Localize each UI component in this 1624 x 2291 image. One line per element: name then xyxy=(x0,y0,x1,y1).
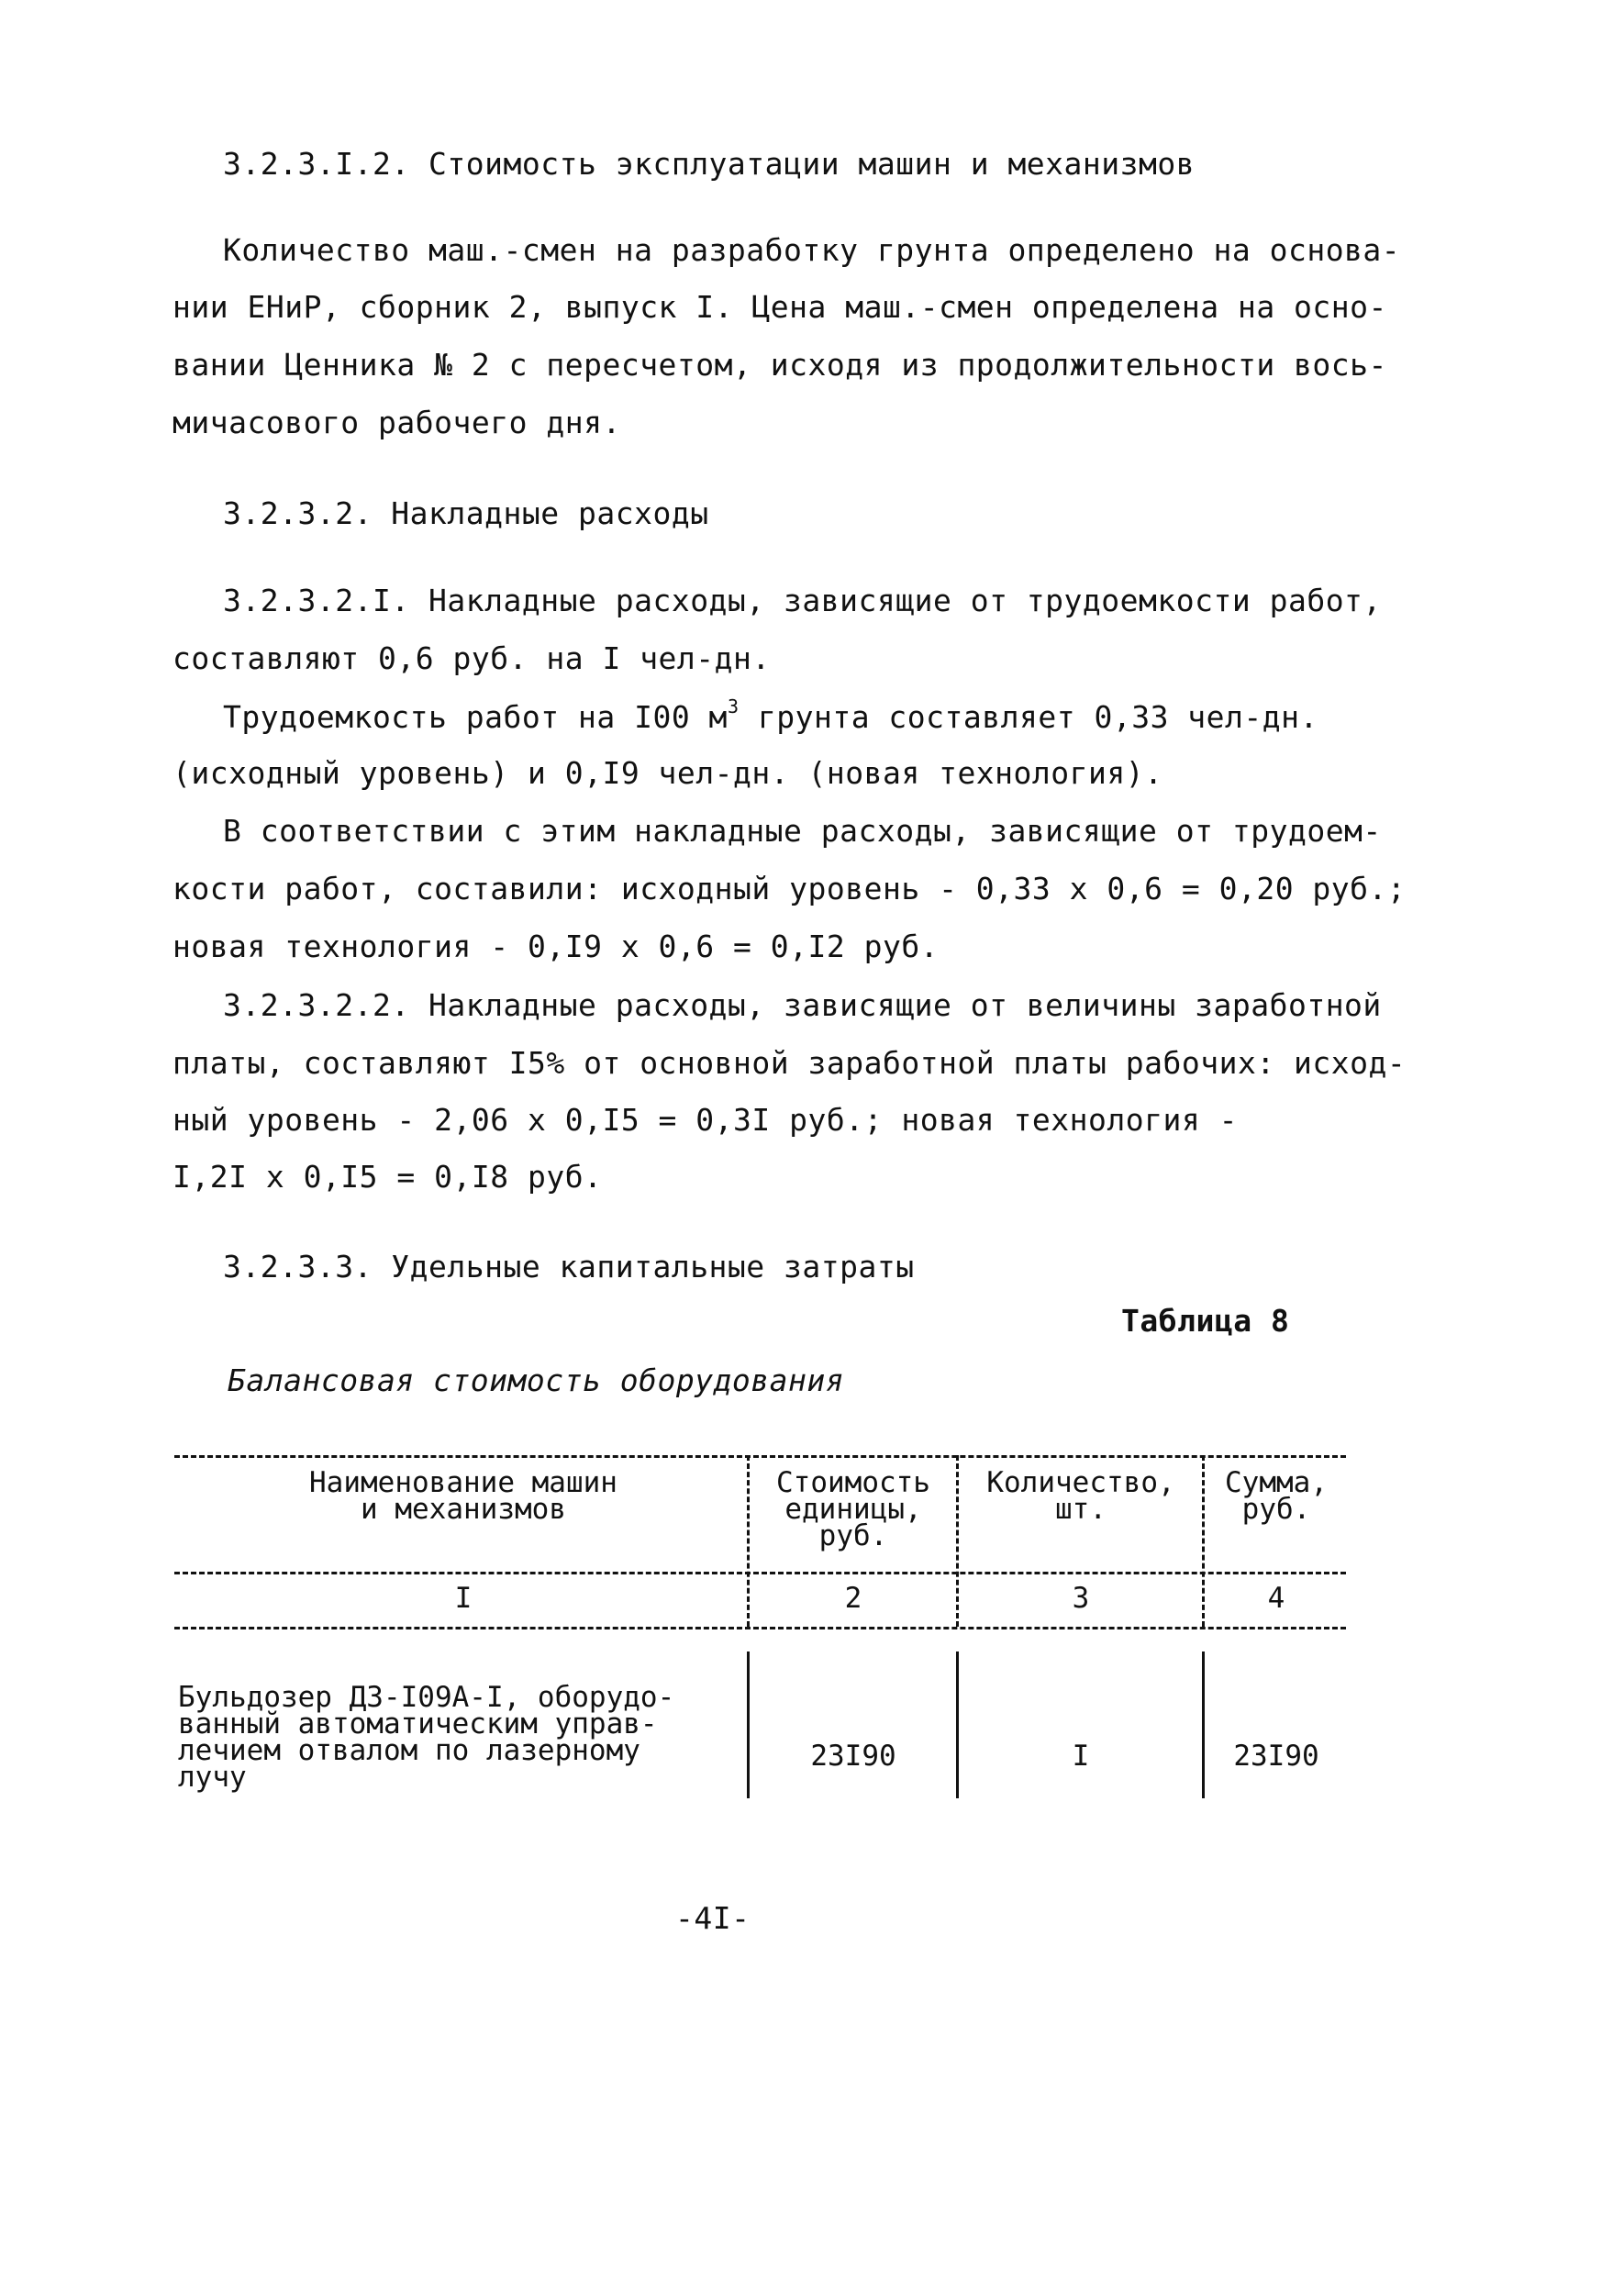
paragraph-line: I,2I х 0,I5 = 0,I8 руб. xyxy=(172,1159,603,1195)
column-number: 2 xyxy=(844,1582,862,1615)
labor-text-before: Трудоемкость работ на I00 м xyxy=(223,699,728,735)
paragraph-line: новая технология - 0,I9 х 0,6 = 0,I2 руб. xyxy=(172,929,940,964)
table-header-rule xyxy=(174,1572,1346,1574)
section-heading-overhead: 3.2.3.2. Накладные расходы xyxy=(223,495,709,531)
table-label: Таблица 8 xyxy=(1121,1303,1290,1339)
column-separator xyxy=(956,1652,959,1798)
table-cell-sum: 23I90 xyxy=(1233,1740,1319,1773)
table-cell-unit-cost: 23I90 xyxy=(810,1740,896,1773)
header-sum: Сумма, руб. xyxy=(1225,1466,1328,1526)
table-cell-quantity: I xyxy=(1072,1740,1090,1773)
table-title: Балансовая стоимость оборудования xyxy=(228,1362,845,1398)
paragraph-line: (исходный уровень) и 0,I9 чел-дн. (новая технология). xyxy=(172,755,1163,791)
paragraph-line: платы, составляют I5% от основной заработной платы рабочих: исход- xyxy=(172,1045,1407,1081)
superscript-3: 3 xyxy=(727,695,740,717)
paragraph-line: кости работ, составили: исходный уровень - 0,33 х 0,6 = 0,20 руб.; xyxy=(172,871,1407,906)
column-separator xyxy=(1202,1652,1205,1798)
section-heading-machines: 3.2.3.I.2. Стоимость эксплуатации машин и механизмов xyxy=(223,146,1196,182)
header-name: Наименование машин и механизмов xyxy=(309,1466,617,1526)
paragraph-line: мичасового рабочего дня. xyxy=(172,405,621,440)
column-separator xyxy=(747,1455,750,1627)
header-quantity: Количество, шт. xyxy=(986,1466,1175,1526)
column-number: I xyxy=(454,1582,473,1615)
paragraph-line: вании Ценника № 2 с пересчетом, исходя из продолжительности вось- xyxy=(172,347,1387,383)
column-separator xyxy=(1202,1455,1205,1627)
table-top-rule xyxy=(174,1455,1346,1458)
section-heading-capital: 3.2.3.3. Удельные капитальные затраты xyxy=(223,1249,915,1285)
page-number: -4I- xyxy=(675,1900,751,1936)
header-unit-cost: Стоимость единицы, руб. xyxy=(776,1466,930,1552)
paragraph-line: ный уровень - 2,06 х 0,I5 = 0,3I руб.; новая технология - xyxy=(172,1102,1238,1138)
column-separator xyxy=(747,1652,750,1798)
column-number: 4 xyxy=(1267,1582,1285,1615)
paragraph-line-labor xyxy=(223,695,1318,735)
paragraph-line: 3.2.3.2.2. Накладные расходы, зависящие от величины заработной xyxy=(223,987,1382,1023)
labor-text-after: грунта составляет 0,33 чел-дн. xyxy=(739,699,1318,735)
column-separator xyxy=(956,1455,959,1627)
table-numbering-rule xyxy=(174,1627,1346,1629)
paragraph-line: нии ЕНиР, сборник 2, выпуск I. Цена маш.-смен определена на осно- xyxy=(172,289,1387,325)
paragraph-line: В соответствии с этим накладные расходы, зависящие от трудоем- xyxy=(223,813,1382,849)
paragraph-line: 3.2.3.2.I. Накладные расходы, зависящие от трудоемкости работ, xyxy=(223,583,1382,618)
column-number: 3 xyxy=(1072,1582,1090,1615)
table-cell-name: Бульдозер ДЗ-I09А-I, оборудо- ванный автоматическим управ- лечием отвалом по лазерному лучу xyxy=(178,1681,675,1794)
paragraph-line: составляют 0,6 руб. на I чел-дн. xyxy=(172,640,771,676)
paragraph-line: Количество маш.-смен на разработку грунта определено на основа- xyxy=(223,232,1401,268)
